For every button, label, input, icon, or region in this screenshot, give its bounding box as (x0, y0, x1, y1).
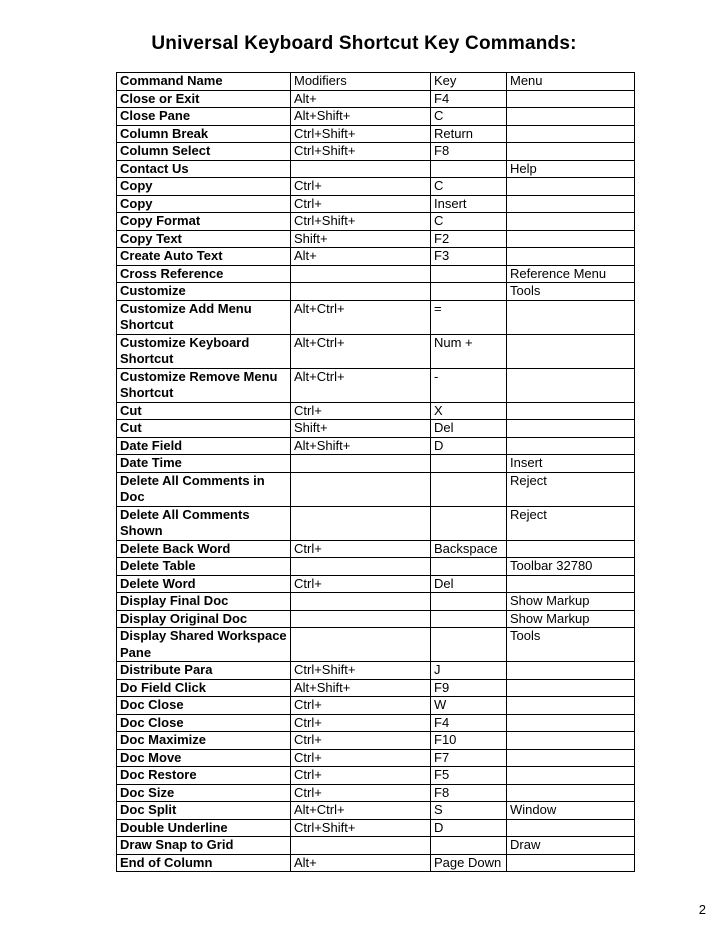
cell-key: F8 (431, 143, 507, 161)
cell-menu: Toolbar 32780 (507, 558, 635, 576)
cell-command-name: Customize Remove Menu Shortcut (117, 368, 291, 402)
cell-command-name: Display Shared Workspace Pane (117, 628, 291, 662)
cell-menu (507, 230, 635, 248)
cell-command-name: Display Final Doc (117, 593, 291, 611)
cell-menu (507, 125, 635, 143)
page-number: 2 (698, 902, 706, 917)
table-row (117, 506, 635, 540)
cell-modifiers: Ctrl+Shift+ (291, 213, 431, 231)
cell-modifiers: Ctrl+ (291, 732, 431, 750)
table-row (117, 749, 635, 767)
cell-menu: Window (507, 802, 635, 820)
table-row (117, 697, 635, 715)
cell-menu: Show Markup (507, 610, 635, 628)
cell-modifiers (291, 558, 431, 576)
cell-key: Return (431, 125, 507, 143)
cell-modifiers: Ctrl+Shift+ (291, 819, 431, 837)
table-row (117, 420, 635, 438)
table-row (117, 819, 635, 837)
cell-menu (507, 143, 635, 161)
cell-key: F4 (431, 714, 507, 732)
cell-menu: Reject (507, 472, 635, 506)
table-row (117, 802, 635, 820)
table-row (117, 230, 635, 248)
header-key: Key (431, 73, 507, 91)
cell-command-name: Delete Word (117, 575, 291, 593)
table-header-row (117, 73, 635, 91)
table-row (117, 662, 635, 680)
cell-command-name: Customize Keyboard Shortcut (117, 334, 291, 368)
cell-modifiers: Shift+ (291, 230, 431, 248)
table-row (117, 628, 635, 662)
page-title: Universal Keyboard Shortcut Key Commands: (151, 33, 577, 54)
cell-key (431, 455, 507, 473)
table-row (117, 283, 635, 301)
cell-command-name: Delete Back Word (117, 540, 291, 558)
cell-command-name: Double Underline (117, 819, 291, 837)
cell-command-name: Copy Text (117, 230, 291, 248)
cell-modifiers (291, 265, 431, 283)
cell-command-name: Doc Maximize (117, 732, 291, 750)
table-row (117, 679, 635, 697)
cell-menu: Reject (507, 506, 635, 540)
cell-menu (507, 575, 635, 593)
table-row (117, 540, 635, 558)
cell-modifiers: Alt+Shift+ (291, 679, 431, 697)
cell-modifiers: Alt+ (291, 90, 431, 108)
table-row (117, 195, 635, 213)
cell-menu (507, 784, 635, 802)
cell-menu: Tools (507, 628, 635, 662)
cell-key: F2 (431, 230, 507, 248)
cell-modifiers: Ctrl+ (291, 714, 431, 732)
cell-command-name: Customize (117, 283, 291, 301)
table-row (117, 368, 635, 402)
table-row (117, 558, 635, 576)
cell-key: C (431, 108, 507, 126)
cell-modifiers: Ctrl+Shift+ (291, 125, 431, 143)
cell-menu (507, 679, 635, 697)
table-row (117, 143, 635, 161)
cell-key: F7 (431, 749, 507, 767)
cell-key: F10 (431, 732, 507, 750)
cell-command-name: Delete All Comments Shown (117, 506, 291, 540)
cell-command-name: Create Auto Text (117, 248, 291, 266)
cell-menu (507, 368, 635, 402)
cell-modifiers: Alt+Shift+ (291, 108, 431, 126)
cell-modifiers: Alt+Ctrl+ (291, 334, 431, 368)
cell-command-name: Column Select (117, 143, 291, 161)
table-row (117, 334, 635, 368)
header-menu: Menu (507, 73, 635, 91)
cell-key: D (431, 437, 507, 455)
table-row (117, 455, 635, 473)
table-row (117, 300, 635, 334)
cell-modifiers: Alt+Shift+ (291, 437, 431, 455)
table-row (117, 125, 635, 143)
cell-menu: Reference Menu (507, 265, 635, 283)
cell-menu (507, 819, 635, 837)
cell-command-name: Cross Reference (117, 265, 291, 283)
cell-command-name: Doc Split (117, 802, 291, 820)
cell-key: X (431, 402, 507, 420)
cell-modifiers: Ctrl+ (291, 178, 431, 196)
cell-menu: Show Markup (507, 593, 635, 611)
table-row (117, 732, 635, 750)
cell-command-name: Copy Format (117, 213, 291, 231)
cell-command-name: Delete All Comments in Doc (117, 472, 291, 506)
cell-menu (507, 854, 635, 872)
cell-modifiers: Ctrl+ (291, 697, 431, 715)
cell-key: S (431, 802, 507, 820)
cell-menu: Insert (507, 455, 635, 473)
table-row (117, 593, 635, 611)
table-row (117, 160, 635, 178)
cell-key (431, 628, 507, 662)
cell-command-name: Doc Close (117, 714, 291, 732)
cell-menu (507, 402, 635, 420)
cell-menu (507, 437, 635, 455)
cell-menu: Tools (507, 283, 635, 301)
cell-key: C (431, 213, 507, 231)
cell-modifiers: Ctrl+ (291, 767, 431, 785)
cell-key: C (431, 178, 507, 196)
cell-modifiers: Ctrl+Shift+ (291, 662, 431, 680)
cell-key: Page Down (431, 854, 507, 872)
cell-key: Insert (431, 195, 507, 213)
cell-key: Del (431, 420, 507, 438)
table-row (117, 213, 635, 231)
cell-key (431, 837, 507, 855)
cell-key: F4 (431, 90, 507, 108)
cell-menu (507, 714, 635, 732)
cell-command-name: Customize Add Menu Shortcut (117, 300, 291, 334)
table-row (117, 265, 635, 283)
cell-key: = (431, 300, 507, 334)
cell-modifiers: Shift+ (291, 420, 431, 438)
shortcut-table (116, 72, 635, 872)
table-body (117, 90, 635, 872)
cell-menu (507, 749, 635, 767)
cell-menu: Help (507, 160, 635, 178)
cell-modifiers: Ctrl+ (291, 540, 431, 558)
cell-modifiers (291, 283, 431, 301)
cell-key: Num + (431, 334, 507, 368)
cell-key: F9 (431, 679, 507, 697)
table-row (117, 437, 635, 455)
cell-modifiers: Ctrl+ (291, 749, 431, 767)
cell-modifiers: Ctrl+ (291, 575, 431, 593)
cell-modifiers (291, 160, 431, 178)
table-row (117, 854, 635, 872)
cell-command-name: Cut (117, 402, 291, 420)
cell-command-name: Copy (117, 178, 291, 196)
cell-key: Backspace (431, 540, 507, 558)
table-row (117, 90, 635, 108)
cell-command-name: Doc Close (117, 697, 291, 715)
cell-key: W (431, 697, 507, 715)
cell-key (431, 472, 507, 506)
table-row (117, 108, 635, 126)
table-row (117, 610, 635, 628)
cell-key: D (431, 819, 507, 837)
cell-modifiers: Alt+ (291, 854, 431, 872)
cell-key (431, 610, 507, 628)
cell-key: F3 (431, 248, 507, 266)
cell-modifiers: Alt+Ctrl+ (291, 368, 431, 402)
cell-modifiers (291, 837, 431, 855)
cell-key: Del (431, 575, 507, 593)
cell-key: F8 (431, 784, 507, 802)
cell-command-name: Delete Table (117, 558, 291, 576)
cell-menu (507, 697, 635, 715)
table-row (117, 575, 635, 593)
cell-command-name: Display Original Doc (117, 610, 291, 628)
cell-key: - (431, 368, 507, 402)
cell-menu (507, 195, 635, 213)
cell-command-name: Contact Us (117, 160, 291, 178)
cell-modifiers: Ctrl+ (291, 402, 431, 420)
cell-command-name: End of Column (117, 854, 291, 872)
cell-menu (507, 662, 635, 680)
cell-command-name: Close Pane (117, 108, 291, 126)
cell-modifiers: Ctrl+ (291, 784, 431, 802)
header-modifiers: Modifiers (291, 73, 431, 91)
cell-menu: Draw (507, 837, 635, 855)
cell-modifiers (291, 593, 431, 611)
cell-modifiers: Alt+ (291, 248, 431, 266)
cell-menu (507, 334, 635, 368)
cell-modifiers: Alt+Ctrl+ (291, 802, 431, 820)
table-row (117, 472, 635, 506)
cell-key: F5 (431, 767, 507, 785)
table-row (117, 784, 635, 802)
table-row (117, 837, 635, 855)
cell-modifiers: Ctrl+ (291, 195, 431, 213)
cell-key (431, 283, 507, 301)
cell-key (431, 558, 507, 576)
cell-command-name: Date Time (117, 455, 291, 473)
cell-key: J (431, 662, 507, 680)
cell-command-name: Draw Snap to Grid (117, 837, 291, 855)
cell-modifiers (291, 506, 431, 540)
cell-modifiers (291, 628, 431, 662)
table-row (117, 402, 635, 420)
cell-command-name: Doc Restore (117, 767, 291, 785)
cell-menu (507, 90, 635, 108)
cell-command-name: Doc Move (117, 749, 291, 767)
table-row (117, 767, 635, 785)
header-command-name: Command Name (117, 73, 291, 91)
table-row (117, 248, 635, 266)
cell-menu (507, 248, 635, 266)
cell-command-name: Close or Exit (117, 90, 291, 108)
table-row (117, 178, 635, 196)
cell-menu (507, 300, 635, 334)
cell-modifiers (291, 472, 431, 506)
cell-command-name: Doc Size (117, 784, 291, 802)
cell-command-name: Cut (117, 420, 291, 438)
cell-menu (507, 108, 635, 126)
cell-menu (507, 420, 635, 438)
cell-modifiers (291, 455, 431, 473)
cell-menu (507, 732, 635, 750)
cell-modifiers: Alt+Ctrl+ (291, 300, 431, 334)
cell-menu (507, 213, 635, 231)
cell-key (431, 160, 507, 178)
cell-menu (507, 178, 635, 196)
cell-command-name: Distribute Para (117, 662, 291, 680)
cell-modifiers: Ctrl+Shift+ (291, 143, 431, 161)
cell-command-name: Do Field Click (117, 679, 291, 697)
cell-menu (507, 540, 635, 558)
cell-command-name: Copy (117, 195, 291, 213)
cell-key (431, 265, 507, 283)
cell-key (431, 593, 507, 611)
cell-command-name: Date Field (117, 437, 291, 455)
cell-command-name: Column Break (117, 125, 291, 143)
cell-modifiers (291, 610, 431, 628)
cell-menu (507, 767, 635, 785)
table-row (117, 714, 635, 732)
cell-key (431, 506, 507, 540)
